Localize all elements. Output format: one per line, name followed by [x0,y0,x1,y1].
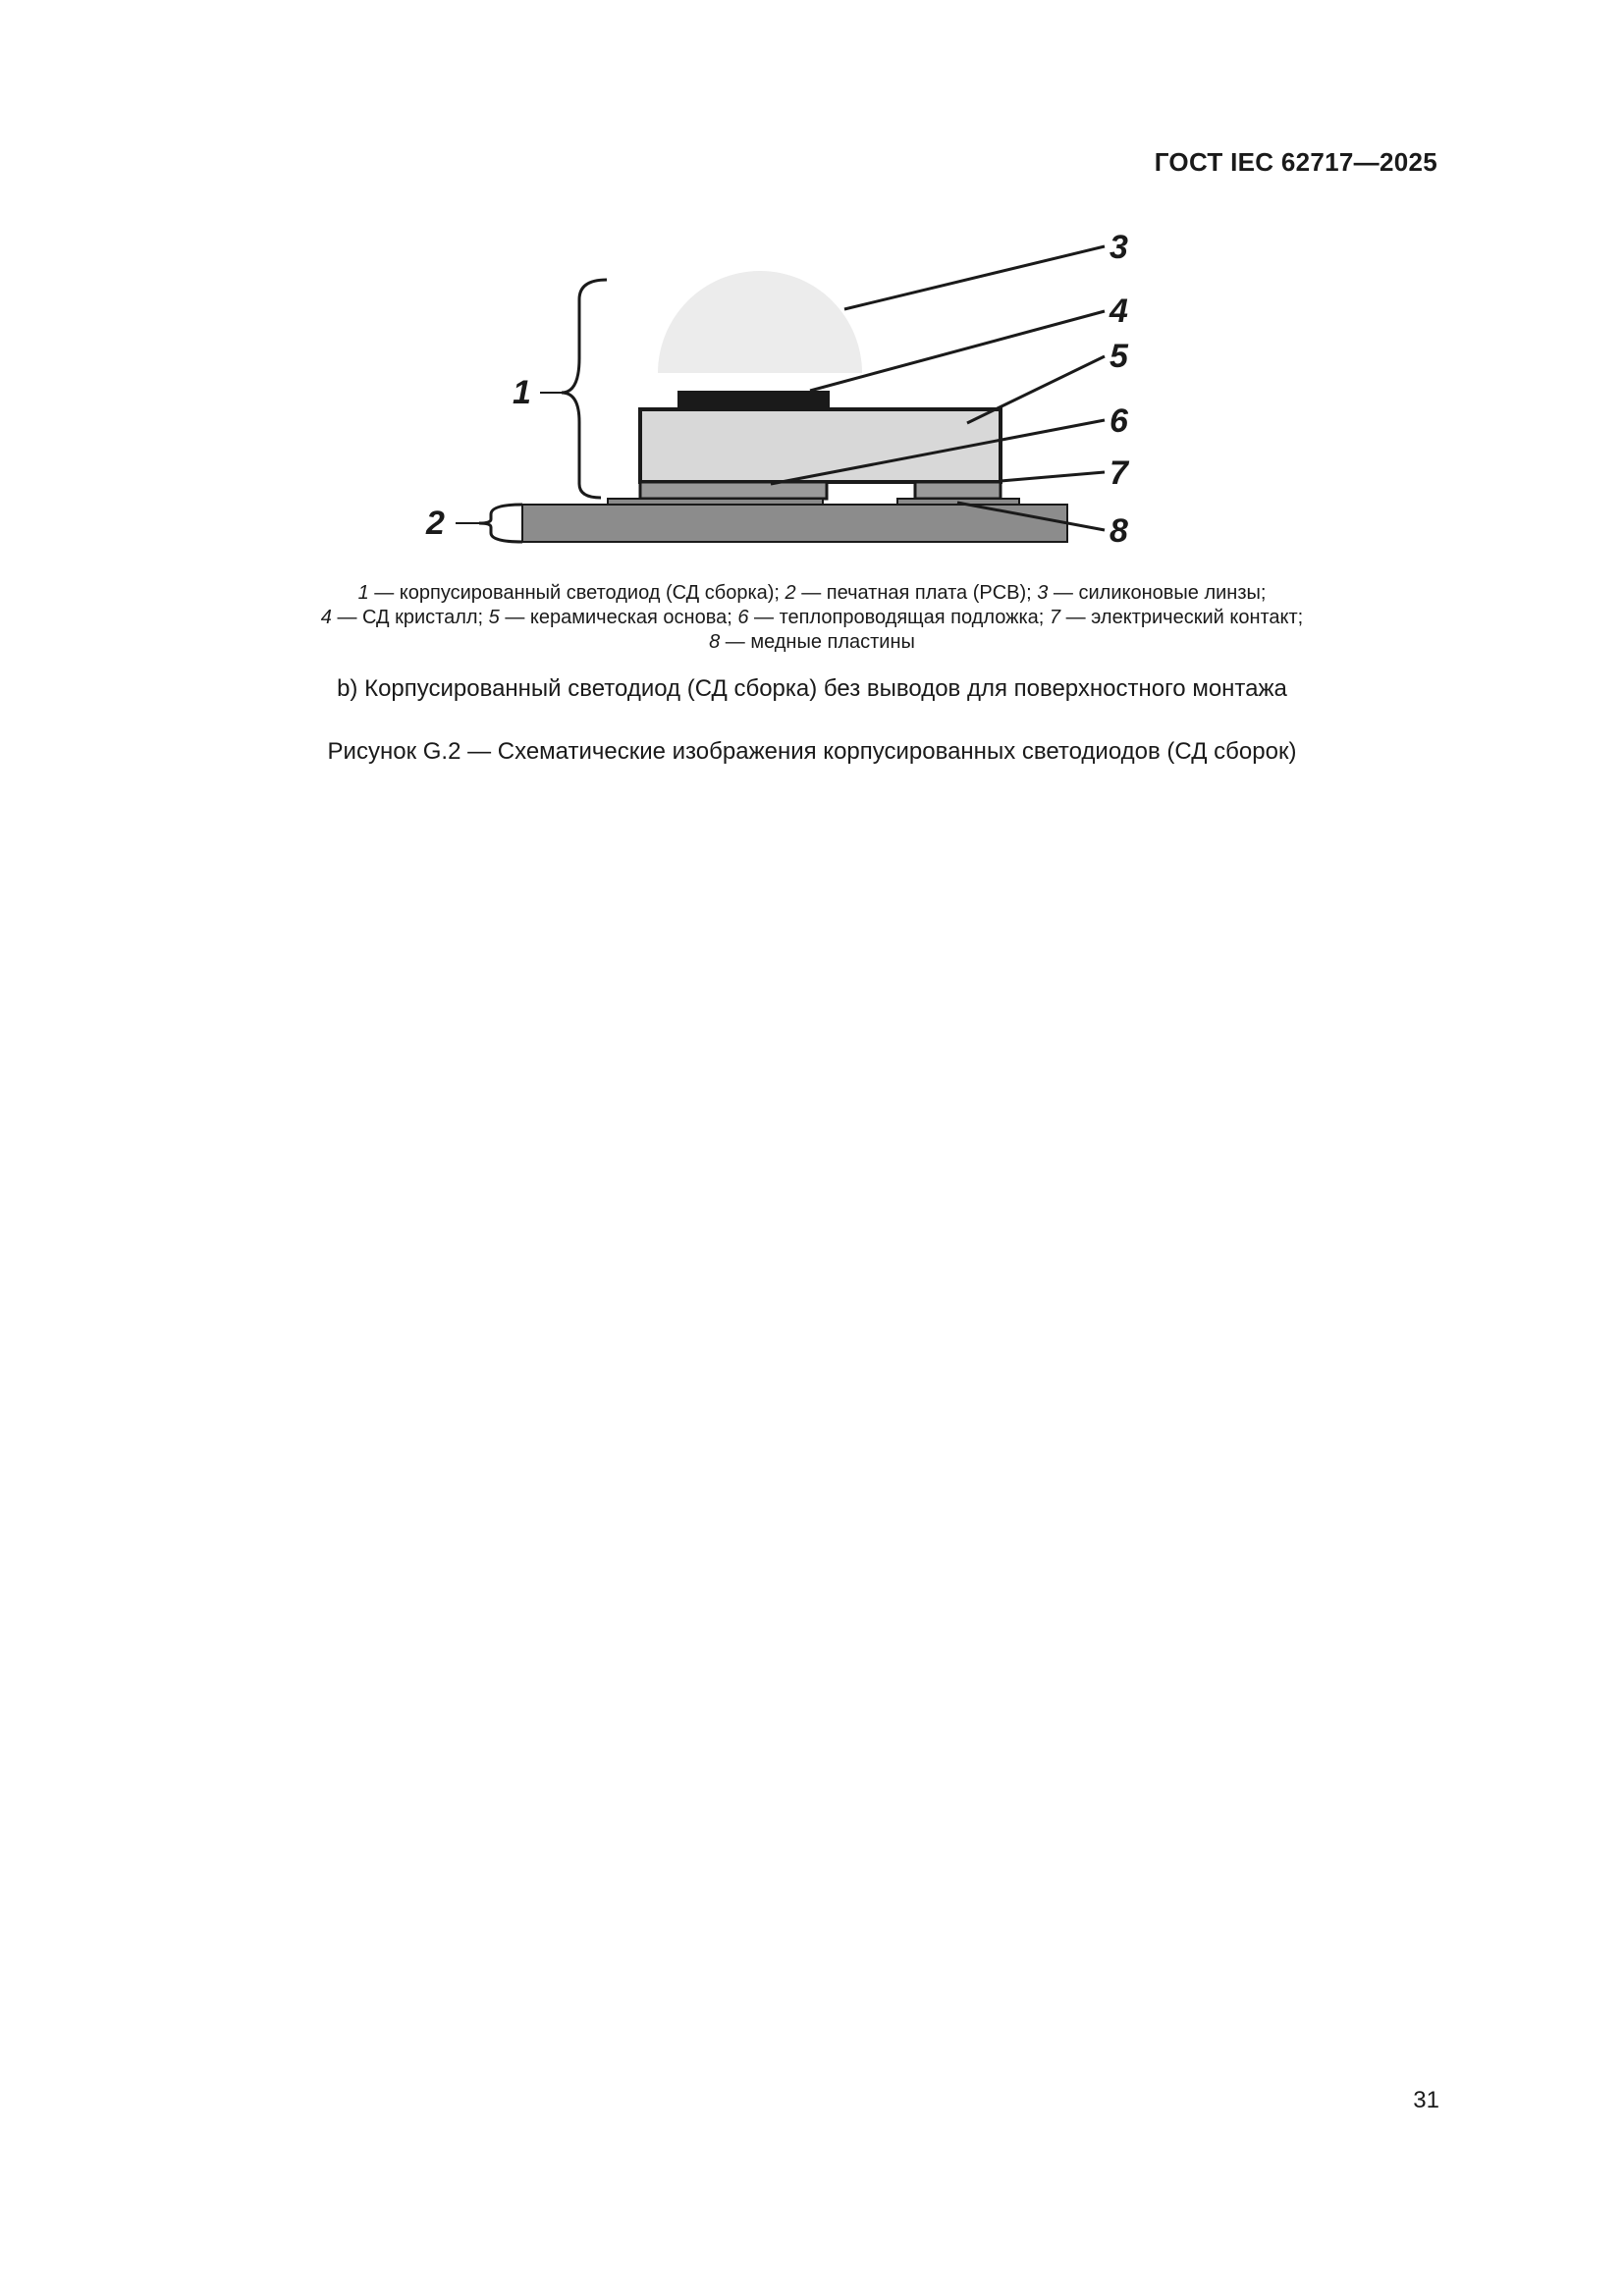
page-number: 31 [1413,2087,1439,2113]
legend-text: — электрический контакт; [1060,607,1304,628]
thermal-substrate [640,482,827,499]
silicone-lens [658,271,862,373]
led-package-diagram [393,221,1159,555]
legend-num: 3 [1037,582,1049,604]
legend-num: 8 [709,631,721,653]
legend-text: — СД кристалл; [331,607,489,628]
legend-num: 1 [357,582,369,604]
callout-3: 3 [1110,229,1128,266]
brace-1 [562,280,607,498]
legend-num: 4 [320,607,332,628]
led-package-svg [393,221,1159,555]
legend-line-3 [187,630,1437,655]
legend-text: — медные пластины [720,631,915,653]
callout-5: 5 [1110,338,1128,375]
callout-8: 8 [1110,512,1128,550]
callout-2: 2 [426,505,445,542]
led-chip [677,391,830,409]
electrical-contact [915,482,1001,499]
callout-7: 7 [1110,454,1128,492]
legend-num: 6 [737,607,749,628]
callout-4: 4 [1110,293,1128,330]
callout-6: 6 [1110,402,1128,440]
figure-caption: Рисунок G.2 — Схематические изображения корпусированных светодиодов (СД сборок) [327,738,1297,765]
legend-num: 2 [785,582,796,604]
legend-text: — керамическая основа; [499,607,738,628]
legend-text: — печатная плата (PCB); [795,582,1038,604]
callout-1: 1 [513,374,531,411]
ceramic-base [640,409,1001,482]
legend-text: — теплопроводящая подложка; [748,607,1050,628]
legend-line-2 [187,606,1437,630]
legend-text: — силиконовые линзы; [1048,582,1267,604]
legend-num: 5 [488,607,500,628]
pcb-board [522,505,1067,542]
legend-num: 7 [1049,607,1061,628]
document-header: ГОСТ IEC 62717—2025 [1154,147,1437,177]
figure-subcaption: b) Корпусированный светодиод (СД сборка) без выводов для поверхностного монтажа [337,675,1287,702]
figure-legend [187,581,1437,655]
legend-line-1 [187,581,1437,606]
legend-text: — корпусированный светодиод (СД сборка); [368,582,785,604]
brace-2 [479,505,522,542]
